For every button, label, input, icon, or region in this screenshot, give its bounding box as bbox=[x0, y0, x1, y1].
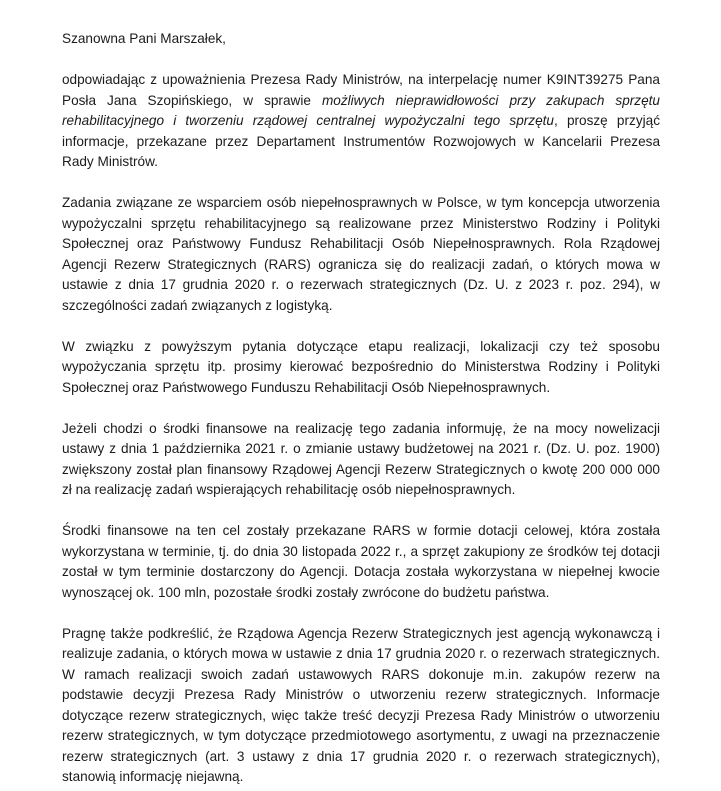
paragraph-redirect-questions: W związku z powyższym pytania dotyczące etapu realizacji, lokalizacji czy też sposobu wypożyczania sprzętu itp. prosimy kierować bezpośrednio do Ministerstwa Rodziny i Polityki Społecznej oraz Państwowego Funduszu Rehabilitacji Osób Niepełnosprawnych. bbox=[62, 338, 660, 395]
intro-suffix: , proszę przyjąć informacje, przekazane przez Departament Instrumentów Rozwojowych w Kancelarii Prezesa Rady Ministrów. bbox=[62, 113, 660, 169]
salutation: Szanowna Pani Marszałek, bbox=[62, 31, 226, 46]
intro-subject-italic: możliwych nieprawidłowości przy zakupach sprzętu rehabilitacyjnego i tworzeniu rządowej centralnej wypożyczalni tego sprzętu bbox=[62, 92, 660, 128]
intro-prefix: odpowiadając z upoważnienia Prezesa Rady Ministrów, na interpelację numer K9INT39275 Pana Posła Jana Szopińskiego, w sprawie bbox=[62, 72, 660, 108]
paragraph-budget-amendment: Jeżeli chodzi o środki finansowe na realizację tego zadania informuję, że na mocy nowelizacji ustawy z dnia 1 października 2021 r. o zmianie ustawy budżetowej na 2021 r. (Dz. U. poz. 1900) zwiększony został plan finansowy Rządowej Agencji Rezerw Strategicznych o kwotę 200 000 000 zł na realizację zadań wspierających rehabilitację osób niepełnosprawnych. bbox=[62, 420, 660, 497]
paragraph-classified-info: Pragnę także podkreślić, że Rządowa Agencja Rezerw Strategicznych jest agencją wykonawczą i realizuje zadania, o których mowa w ustawie z dnia 17 grudnia 2020 r. o rezerwach strategicznych. W ramach realizacji swoich zadań ustawowych RARS dokonuje m.in. zakupów rezerw na podstawie decyzji Prezesa Rady Ministrów o utworzeniu rezerw strategicznych. Informacje dotyczące rezerw strategicznych, więc także treść decyzji Prezesa Rady Ministrów o utworzeniu rezerw strategicznych, w tym dotyczące przedmiotowego asortymentu, z uwagi na przeznaczenie rezerw strategicznych (art. 3 ustawy z dnia 17 grudnia 2020 r. o rezerwach strategicznych), stanowią informację niejawną. bbox=[62, 625, 660, 784]
paragraph-grant-usage: Środki finansowe na ten cel zostały przekazane RARS w formie dotacji celowej, która została wykorzystana w terminie, tj. do dnia 30 listopada 2022 r., a sprzęt zakupiony ze środków tej dotacji został w tym terminie dostarczony do Agencji. Dotacja została wykorzystana w niepełnej kwocie wynoszącej ok. 100 mln, pozostałe środki zostały zwrócone do budżetu państwa. bbox=[62, 523, 660, 600]
paragraph-tasks-support: Zadania związane ze wsparciem osób niepełnosprawnych w Polsce, w tym koncepcja utworzenia wypożyczalni sprzętu rehabilitacyjnego są realizowane przez Ministerstwo Rodziny i Polityki Społecznej oraz Państwowy Fundusz Rehabilitacji Osób Niepełnosprawnych. Rola Rządowej Agencji Rezerw Strategicznych (RARS) ogranicza się do realizacji zadań, o których mowa w ustawie z dnia 17 grudnia 2020 r. o rezerwach strategicznych (Dz. U. z 2023 r. poz. 294), w szczególności zadań związanych z logistyką. bbox=[62, 195, 660, 313]
paragraph-intro bbox=[62, 70, 660, 173]
